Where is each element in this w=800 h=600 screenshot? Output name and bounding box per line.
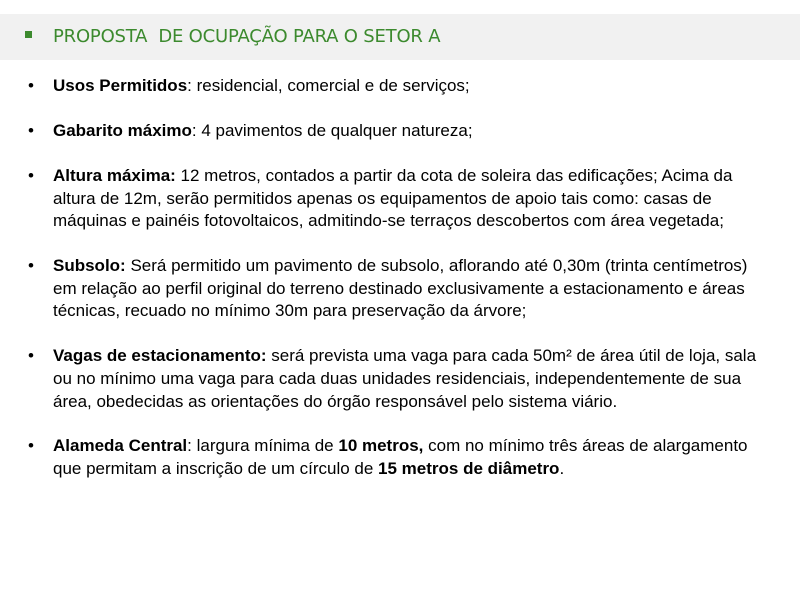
item-text: . <box>559 459 565 479</box>
list-item-usos-permitidos <box>0 75 800 98</box>
item-label: Altura máxima: <box>53 165 176 185</box>
item-text: Será permitido um pavimento de subsolo, aflorando até 0,30m (trinta centímetros) em relação ao perfil original do terreno destinado exclusivamente a estacionamento e áreas técnicas, recuado no mínimo 30m para preservação da árvore; <box>53 256 748 321</box>
bullet-icon: • <box>28 436 34 456</box>
bullet-icon: • <box>28 120 34 140</box>
item-text: com no mínimo três áreas de alargamento que permitam a inscrição de um círculo de <box>53 436 748 479</box>
bullet-icon: • <box>28 165 34 185</box>
square-bullet-icon <box>25 31 32 38</box>
header-bar <box>0 14 800 60</box>
list-item-alameda-central <box>0 435 800 480</box>
list-item-altura-maxima <box>0 165 800 233</box>
item-label: Gabarito máximo <box>53 120 192 140</box>
item-emphasis: 10 metros, <box>338 436 424 456</box>
item-emphasis: 15 metros de diâmetro <box>378 459 560 479</box>
item-label: Vagas de estacionamento: <box>53 346 267 366</box>
list-item-gabarito-maximo <box>0 120 800 143</box>
item-label: Alameda Central <box>53 436 188 456</box>
page-title: PROPOSTA DE OCUPAÇÃO PARA O SETOR A <box>53 26 441 47</box>
bullet-icon: • <box>28 256 34 276</box>
item-text: : largura mínima de <box>187 436 339 456</box>
bullet-icon: • <box>28 346 34 366</box>
item-text: : residencial, comercial e de serviços; <box>187 76 470 95</box>
bullet-icon: • <box>28 76 34 95</box>
item-text: : 4 pavimentos de qualquer natureza; <box>191 120 473 140</box>
item-label: Subsolo: <box>53 256 126 276</box>
item-label: Usos Permitidos <box>53 76 188 95</box>
list-item-vagas-estacionamento <box>0 345 800 413</box>
bullet-list <box>0 75 800 503</box>
item-text: será prevista uma vaga para cada 50m² de área útil de loja, sala ou no mínimo uma vaga para cada duas unidades residenciais, independentemente de sua área, obedecidas as orientações do órgão responsável pelo sistema viário. <box>53 346 757 411</box>
item-text: 12 metros, contados a partir da cota de soleira das edificações; Acima da altura de 12m, serão permitidos apenas os equipamentos de apoio tais como: casas de máquinas e painéis fotovoltaicos, admitindo-se terraços descobertos com área vegetada; <box>53 165 733 231</box>
list-item-subsolo <box>0 255 800 323</box>
